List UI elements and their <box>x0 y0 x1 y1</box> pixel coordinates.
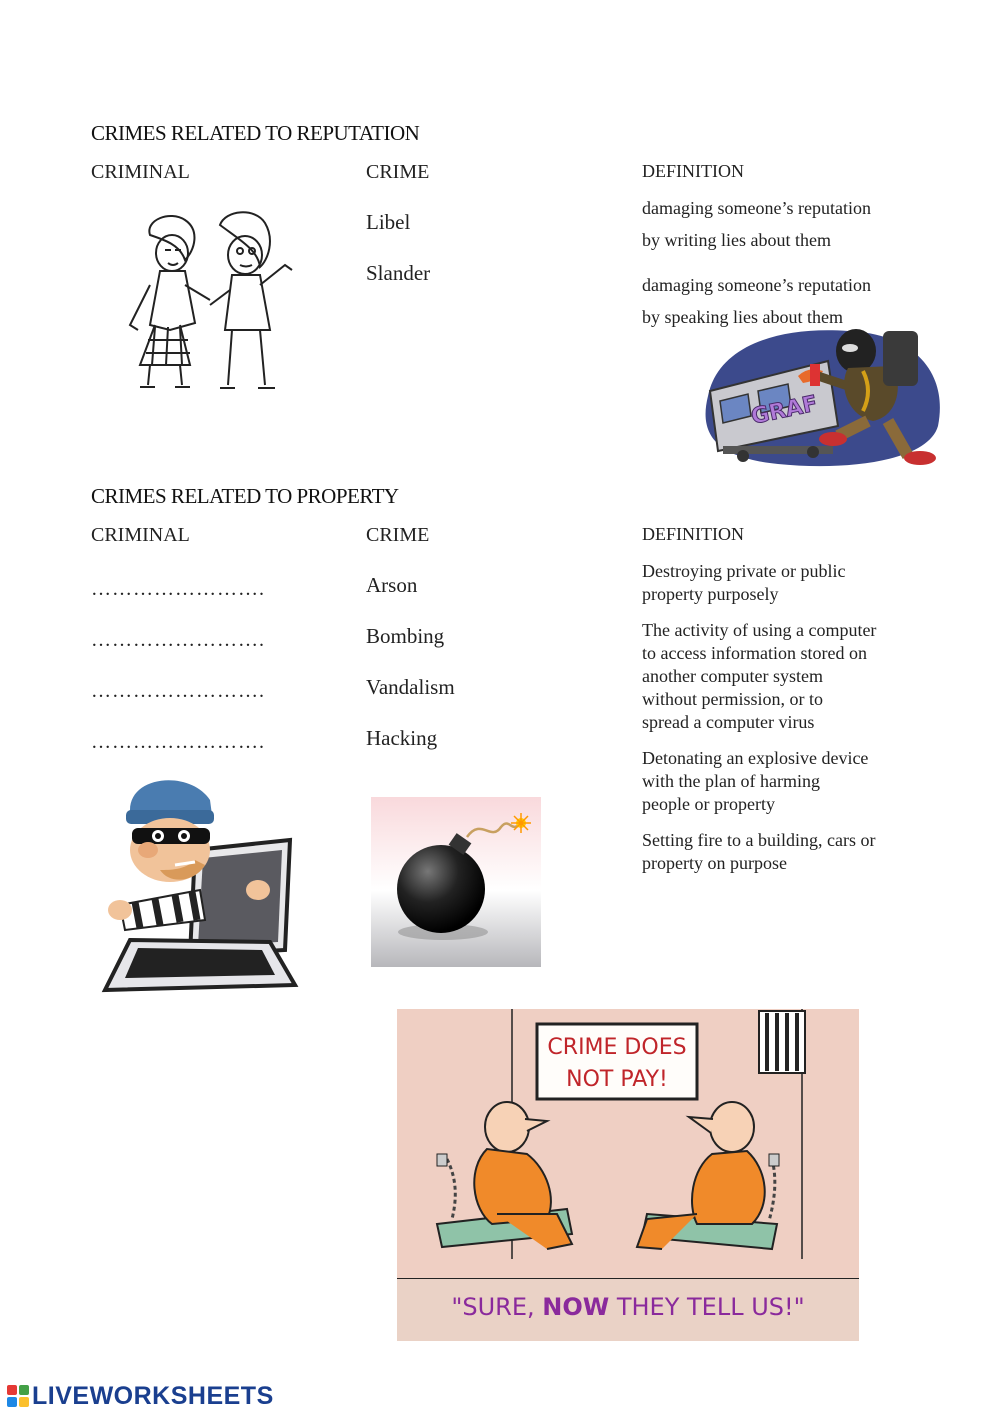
definition-line: property purposely <box>642 584 779 604</box>
crime-libel: Libel <box>366 210 411 234</box>
liveworksheets-logo[interactable] <box>6 1381 274 1411</box>
graffiti-tag-text: GRAF <box>749 391 820 430</box>
definition-line: with the plan of harming <box>642 771 820 791</box>
reputation-criminal-header: CRIMINAL <box>91 161 190 183</box>
gossip-illustration <box>110 205 300 400</box>
definition-line: damaging someone’s reputation <box>642 198 871 218</box>
hacker-illustration <box>100 770 300 1000</box>
crime-vandalism: Vandalism <box>366 675 455 699</box>
property-crime-header: CRIME <box>366 524 430 546</box>
crime-hacking: Hacking <box>366 726 438 750</box>
caption-post: THEY TELL US!" <box>609 1293 805 1321</box>
logo-text: LIVEWORKSHEETS <box>32 1381 274 1410</box>
definition-line: spread a computer virus <box>642 712 815 732</box>
definition-line: by speaking lies about them <box>642 307 843 327</box>
property-definition-header: DEFINITION <box>642 524 744 544</box>
definition-line: Detonating an explosive device <box>642 748 869 768</box>
definition-line: without permission, or to <box>642 689 823 709</box>
blank-criminal-bombing[interactable]: ……………………. <box>91 629 265 651</box>
definition-line: people or property <box>642 794 775 814</box>
crime-arson: Arson <box>366 573 418 597</box>
definition-line: to access information stored on <box>642 643 867 663</box>
cartoon-caption <box>451 1293 804 1321</box>
definition-line: Destroying private or public <box>642 561 846 581</box>
graffiti-illustration <box>698 306 948 471</box>
crime-does-not-pay-cartoon <box>397 1009 859 1341</box>
blank-criminal-arson[interactable]: ……………………. <box>91 578 265 600</box>
definition-line: property on purpose <box>642 853 787 873</box>
property-section-title: CRIMES RELATED TO PROPERTY <box>91 484 399 508</box>
reputation-crime-header: CRIME <box>366 161 430 183</box>
logo-icon <box>6 1384 30 1408</box>
definition-bombing <box>642 747 868 816</box>
definition-vandalism <box>642 560 845 606</box>
definition-line: Setting fire to a building, cars or <box>642 830 876 850</box>
caption-pre: "SURE, <box>451 1293 543 1321</box>
blank-criminal-hacking[interactable]: ……………………. <box>91 731 265 753</box>
reputation-definition-header: DEFINITION <box>642 161 744 181</box>
bomb-illustration <box>371 797 541 967</box>
definition-libel <box>642 192 871 256</box>
definition-line: by writing lies about them <box>642 230 831 250</box>
crime-slander: Slander <box>366 261 431 285</box>
definition-line: another computer system <box>642 666 823 686</box>
property-criminal-header: CRIMINAL <box>91 524 190 546</box>
sign-line-2: NOT PAY! <box>566 1067 668 1092</box>
blank-criminal-vandalism[interactable]: ……………………. <box>91 680 265 702</box>
caption-now: NOW <box>542 1293 610 1321</box>
definition-line: The activity of using a computer <box>642 620 877 640</box>
definition-hacking <box>642 619 876 734</box>
definition-line: damaging someone’s reputation <box>642 275 871 295</box>
crime-bombing: Bombing <box>366 624 445 648</box>
reputation-section-title: CRIMES RELATED TO REPUTATION <box>91 121 420 145</box>
definition-arson <box>642 829 875 875</box>
sign-line-1: CRIME DOES <box>547 1035 687 1060</box>
